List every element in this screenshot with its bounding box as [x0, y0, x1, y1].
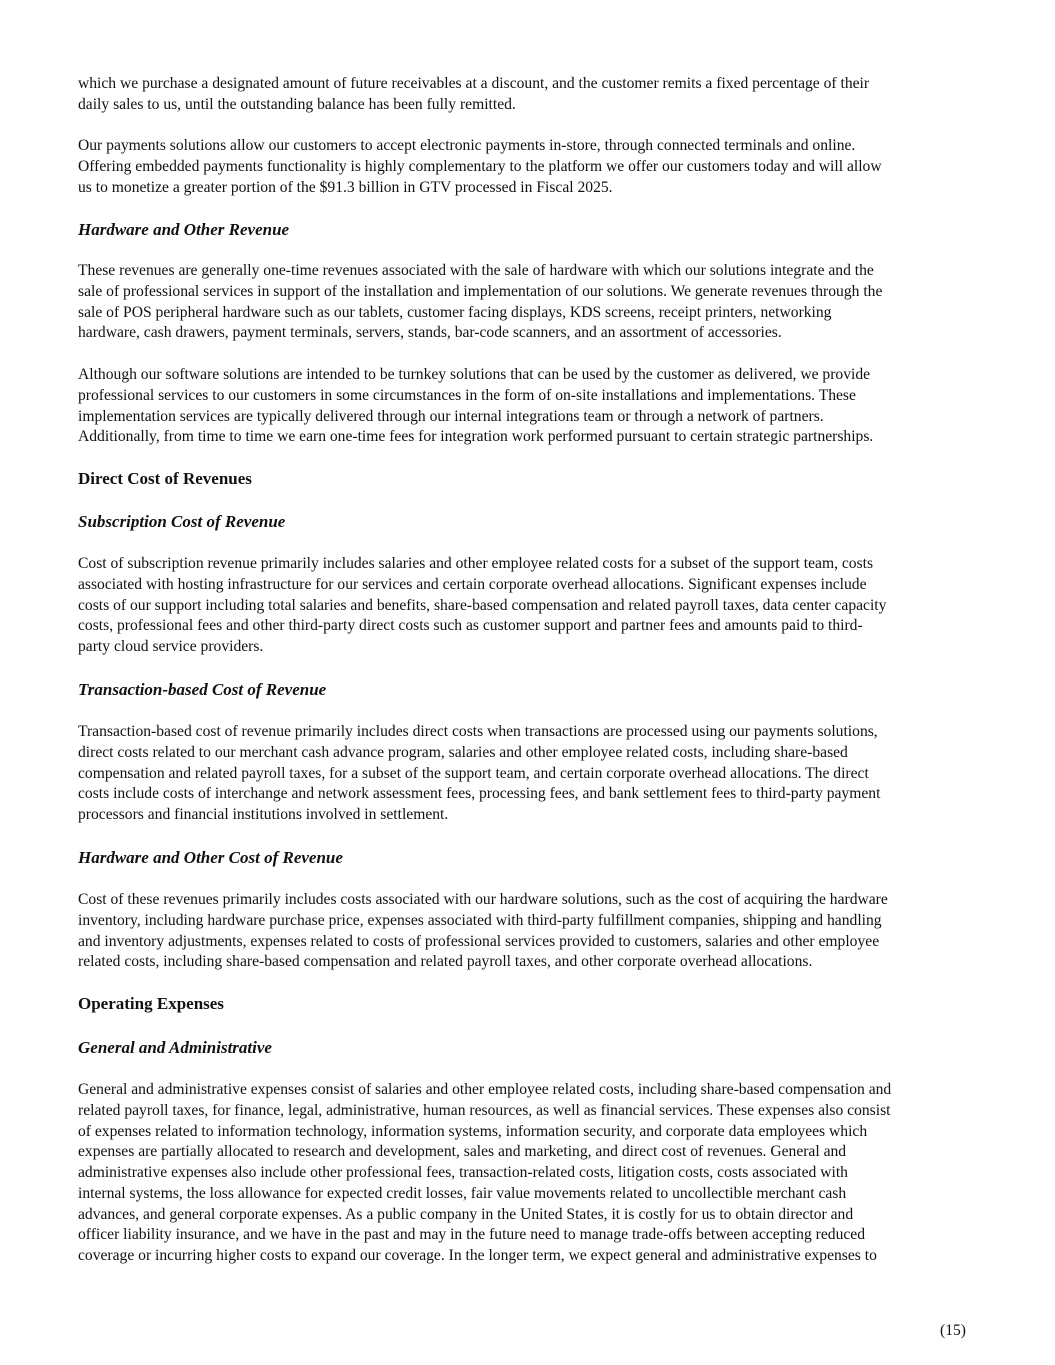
text-line: Additionally, from time to time we earn one-time fees for integration work performed pursuant to certain strategic partnerships.	[78, 428, 874, 446]
text-line: hardware, cash drawers, payment terminals, servers, stands, bar-code scanners, and an assortment of accessories.	[78, 324, 782, 342]
text-line: officer liability insurance, and we have in the past and may in the future need to manage trade-offs between accepting reduced	[78, 1226, 866, 1244]
text-line: administrative expenses also include other professional fees, transaction-related costs, litigation costs, costs associated with	[78, 1164, 848, 1181]
text-line: These revenues are generally one-time revenues associated with the sale of hardware with which our solutions integrate and the	[78, 262, 874, 279]
text-line: inventory, including hardware purchase price, expenses associated with third-party fulfillment companies, shipping and handling	[78, 911, 882, 929]
text-line: advances, and general corporate expenses. As a public company in the United States, it is costly for us to obtain director and	[78, 1205, 854, 1223]
text-line: implementation services are typically delivered through our internal integrations team or through a network of partners.	[78, 407, 824, 425]
paragraph	[78, 554, 886, 658]
text-line: Cost of subscription revenue primarily includes salaries and other employee related costs for a subset of the support team, costs	[78, 555, 874, 572]
text-line: Cost of these revenues primarily includes costs associated with our hardware solutions, such as the cost of acquiring the hardware	[78, 891, 888, 908]
text-line: expenses are partially allocated to research and development, sales and marketing, and direct cost of revenues. General and	[78, 1143, 847, 1161]
text-line: General and administrative expenses consist of salaries and other employee related costs, including share-based compensation and	[78, 1081, 892, 1098]
paragraph	[78, 365, 873, 448]
text-line: of expenses related to information technology, information systems, information security, and corporate data employees which	[78, 1122, 868, 1140]
text-line: costs, professional fees and other third-party direct costs such as customer support and partner fees and amounts paid to third-	[78, 617, 863, 635]
page-number: (15)	[940, 1322, 966, 1339]
text-line: Although our software solutions are intended to be turnkey solutions that can be used by the customer as delivered, we provide	[78, 366, 871, 383]
text-line: us to monetize a greater portion of the $91.3 billion in GTV processed in Fiscal 2025.	[78, 178, 613, 196]
text-line: internal systems, the loss allowance for expected credit losses, fair value movements related to uncollectible merchant cash	[78, 1184, 847, 1202]
paragraph	[78, 136, 882, 198]
text-line: related costs, including share-based compensation and related payroll taxes, and other corporate overhead allocations.	[78, 953, 813, 971]
subsection-heading: General and Administrative	[78, 1038, 272, 1057]
text-line: direct costs related to our merchant cash advance program, salaries and other employee related costs, including share-based	[78, 743, 848, 761]
text-line: which we purchase a designated amount of future receivables at a discount, and the customer remits a fixed percentage of their	[78, 75, 870, 92]
subsection-heading: Hardware and Other Cost of Revenue	[78, 848, 343, 867]
text-line: professional services to our customers in some circumstances in the form of on-site installations and implementations. These	[78, 386, 856, 404]
text-line: sale of professional services in support of the installation and implementation of our solutions. We generate revenues through the	[78, 282, 883, 300]
text-line: costs include costs of interchange and network assessment fees, processing fees, and bank settlement fees to third-party payment	[78, 785, 881, 803]
text-line: coverage or incurring higher costs to expand our coverage. In the longer term, we expect general and administrative expenses to	[78, 1247, 877, 1264]
text-line: party cloud service providers.	[78, 638, 264, 655]
subsection-heading: Subscription Cost of Revenue	[78, 512, 286, 531]
subsection-heading: Hardware and Other Revenue	[78, 220, 290, 239]
text-line: costs of our support including total salaries and benefits, share-based compensation and related payroll taxes, data center capacity	[78, 596, 887, 614]
text-line: Our payments solutions allow our customers to accept electronic payments in-store, through connected terminals and online.	[78, 137, 856, 154]
text-line: daily sales to us, until the outstanding balance has been fully remitted.	[78, 95, 516, 113]
text-line: Offering embedded payments functionality is highly complementary to the platform we offer our customers today and will allow	[78, 157, 882, 175]
section-heading: Direct Cost of Revenues	[78, 469, 252, 488]
text-line: sale of POS peripheral hardware such as our tablets, customer facing displays, KDS screens, receipt printers, networking	[78, 303, 832, 321]
text-line: processors and financial institutions involved in settlement.	[78, 806, 449, 823]
paragraph	[78, 890, 888, 973]
text-line: and inventory adjustments, expenses related to costs of professional services provided to customers, salaries and other employee	[78, 932, 880, 950]
section-heading: Operating Expenses	[78, 994, 224, 1013]
text-line: related payroll taxes, for finance, legal, administrative, human resources, as well as financial services. These expenses also consist	[78, 1101, 891, 1119]
text-line: associated with hosting infrastructure for our services and certain corporate overhead allocations. Significant expenses include	[78, 575, 867, 593]
paragraph	[78, 722, 880, 826]
subsection-heading: Transaction-based Cost of Revenue	[78, 680, 327, 699]
paragraph	[78, 1080, 891, 1267]
text-line: Transaction-based cost of revenue primarily includes direct costs when transactions are processed using our payments solutions,	[78, 723, 878, 740]
text-line: compensation and related payroll taxes, for a subset of the support team, and certain corporate overhead allocations. The direct	[78, 764, 869, 782]
paragraph	[78, 74, 869, 116]
paragraph	[78, 261, 882, 344]
